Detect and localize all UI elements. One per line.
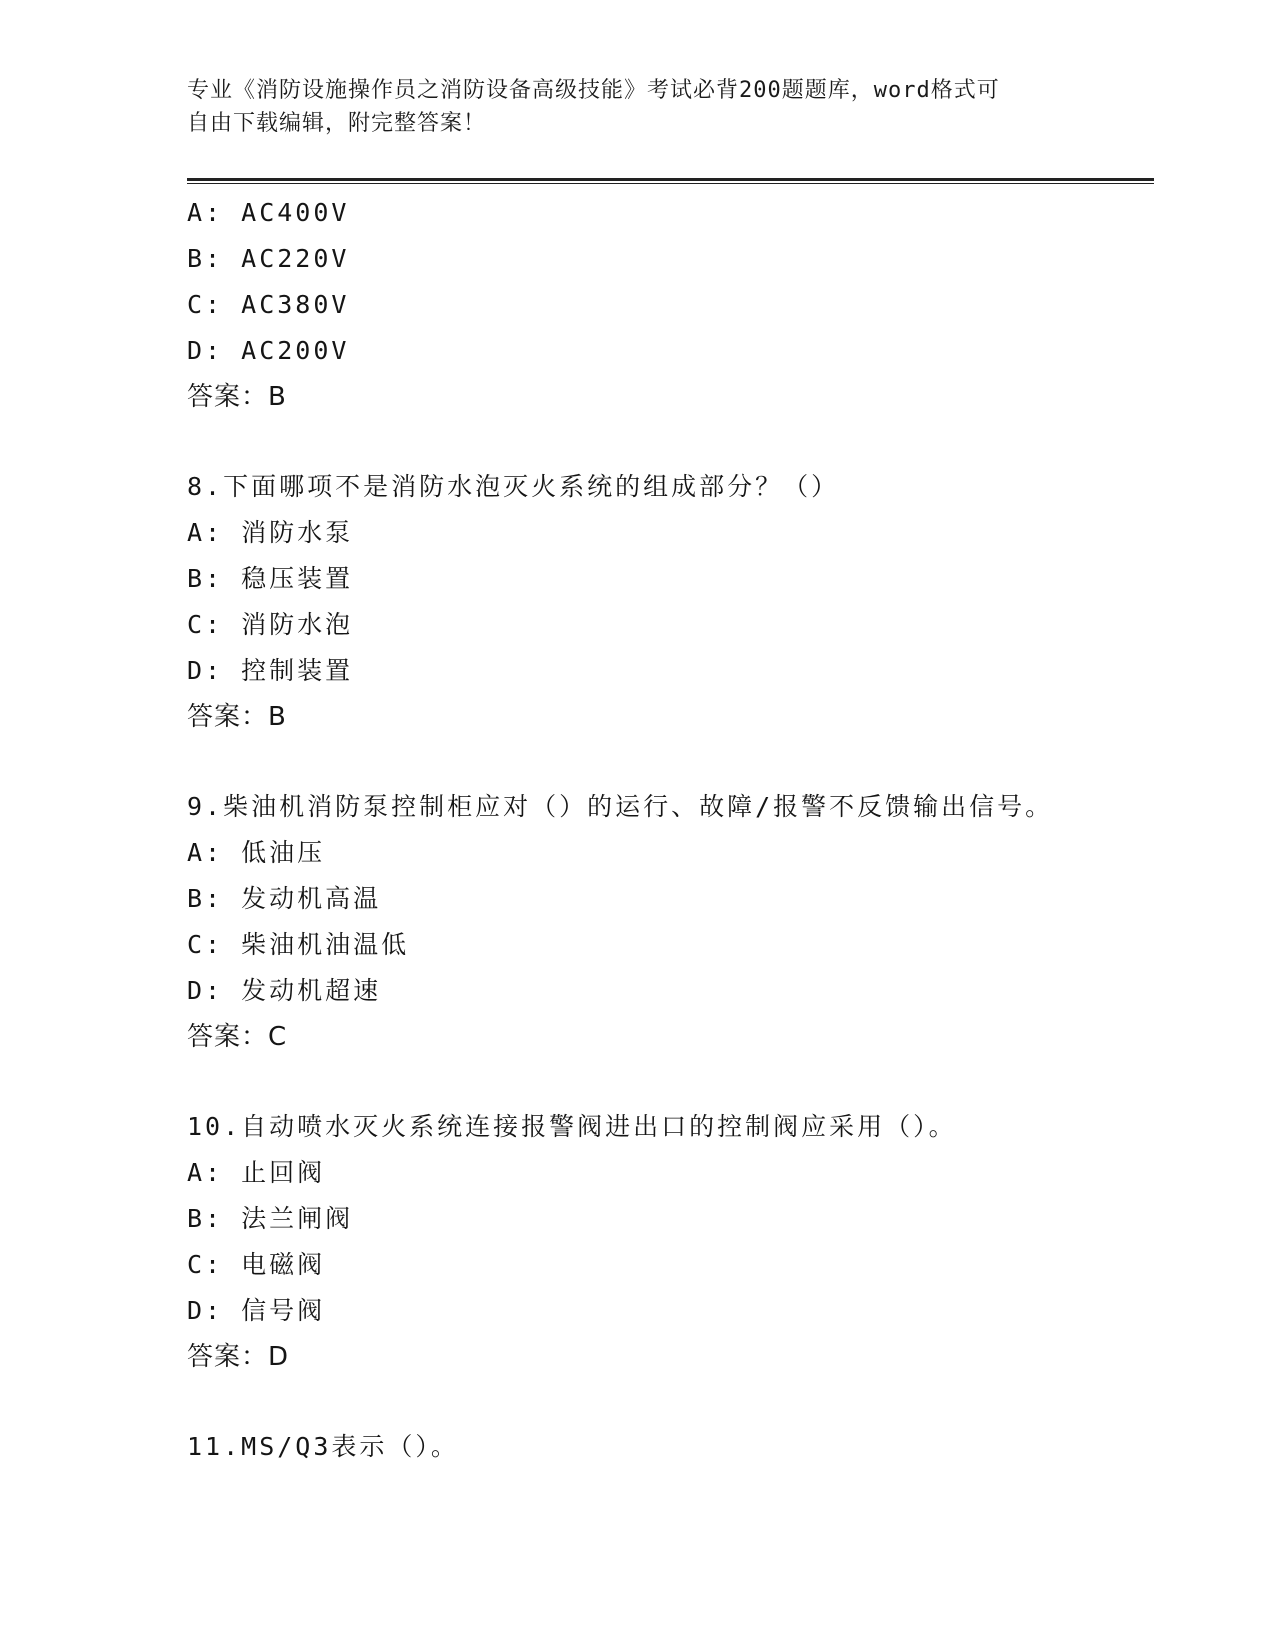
question-7 [187,190,1147,420]
question-title: 10.自动喷水灭火系统连接报警阀进出口的控制阀应采用（）。 [187,1112,957,1141]
option-b: B: 稳压装置 [187,564,354,593]
spacer [187,1380,1147,1424]
option-d: D: AC200V [187,336,350,365]
header-line-1: 专业《消防设施操作员之消防设备高级技能》考试必背200题题库，word格式可 [187,78,1000,103]
answer-line: 答案：C [187,1022,288,1052]
option-a: A: 止回阀 [187,1158,326,1187]
question-11 [187,1424,1147,1470]
question-10 [187,1104,1147,1380]
question-title: 11.MS/Q3表示（）。 [187,1432,459,1461]
option-a: A: 低油压 [187,838,326,867]
question-list [187,190,1147,1470]
question-9 [187,784,1147,1060]
option-d: D: 控制装置 [187,656,354,685]
question-8 [187,464,1147,740]
question-title: 8.下面哪项不是消防水泡灭火系统的组成部分？（） [187,472,840,501]
header-divider-thick [187,178,1154,181]
option-b: B: 法兰闸阀 [187,1204,354,1233]
answer-line: 答案：B [187,382,287,412]
option-a: A: 消防水泵 [187,518,354,547]
option-b: B: 发动机高温 [187,884,382,913]
option-c: C: AC380V [187,290,350,319]
option-a: A: AC400V [187,198,350,227]
question-title: 9.柴油机消防泵控制柜应对（）的运行、故障/报警不反馈输出信号。 [187,792,1054,821]
option-c: C: 消防水泡 [187,610,354,639]
answer-line: 答案：B [187,702,287,732]
spacer [187,740,1147,784]
option-d: D: 信号阀 [187,1296,326,1325]
header-line-2: 自由下载编辑，附完整答案！ [187,111,487,136]
answer-line: 答案：D [187,1342,290,1372]
option-c: C: 柴油机油温低 [187,930,410,959]
header-divider-thin [187,183,1154,184]
option-d: D: 发动机超速 [187,976,382,1005]
option-c: C: 电磁阀 [187,1250,326,1279]
spacer [187,1060,1147,1104]
option-b: B: AC220V [187,244,350,273]
spacer [187,420,1147,464]
document-header [187,74,1087,140]
